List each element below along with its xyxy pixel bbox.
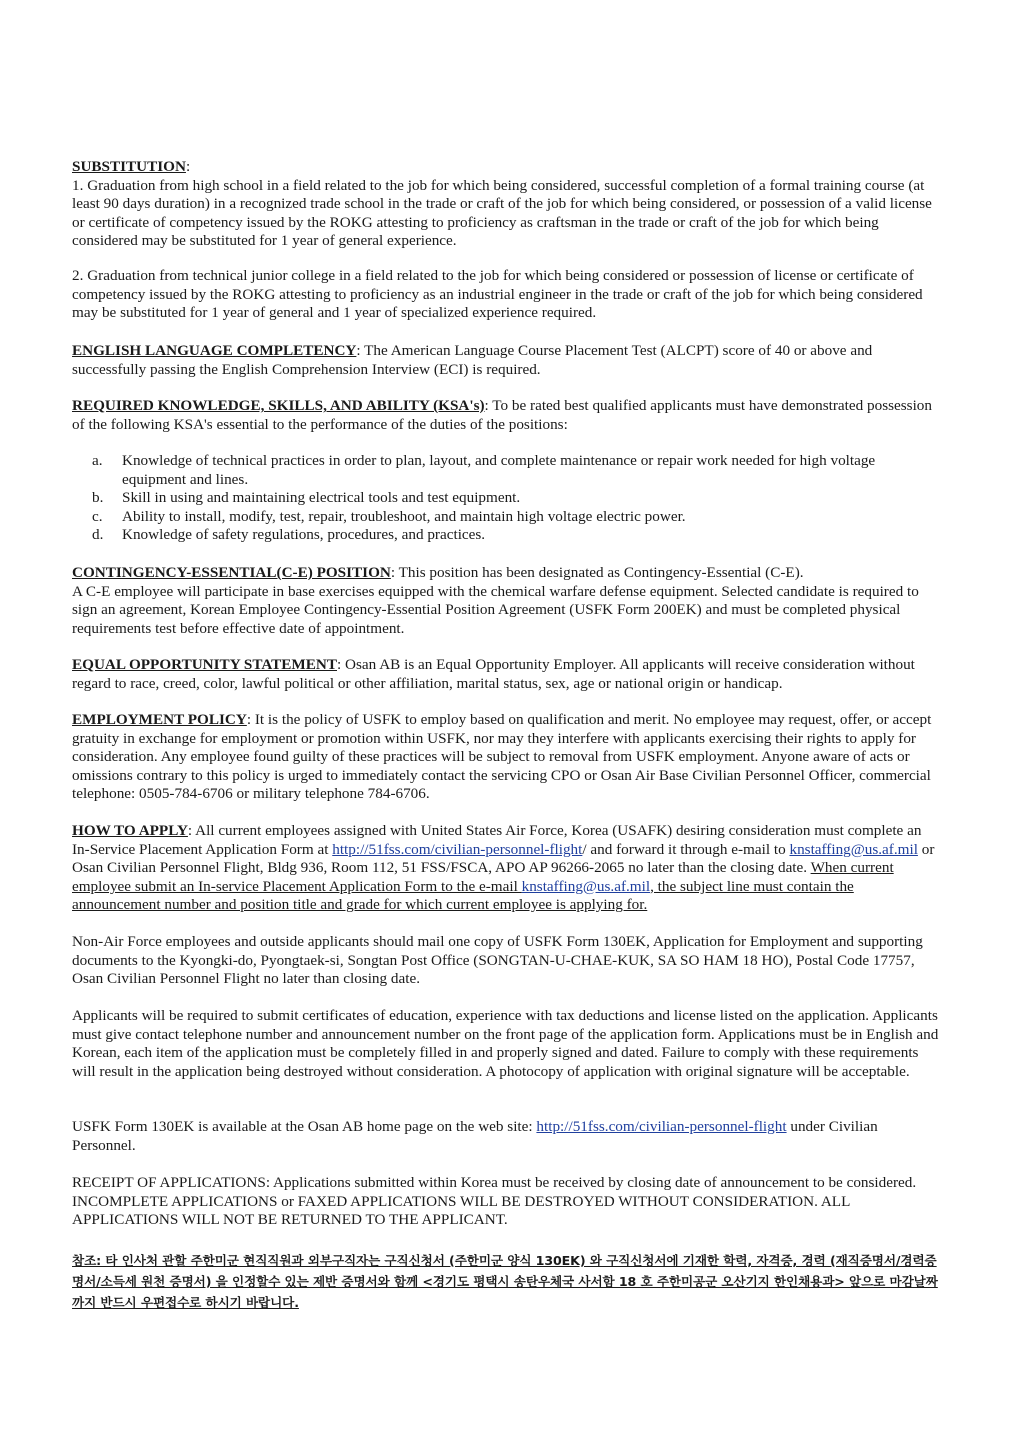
apply-heading: HOW TO APPLY (72, 822, 188, 839)
ksa-item (72, 452, 942, 489)
requirements-section (72, 1007, 942, 1081)
nonaf-section (72, 933, 942, 989)
apply-underlined-text-2: , the subject line must contain the announcement number and position title and grade for which current employee is applying for. (72, 877, 854, 914)
eeo-text: Osan AB is an Equal Opportunity Employer. All applicants will receive consideration without regard to race, creed, color, lawful political or other affiliation, marital status, sex, age or national origin or handicap. (72, 656, 915, 692)
fss-link[interactable]: http://51fss.com/civilian-personnel-flight (332, 840, 583, 858)
substitution-item-2-block (72, 267, 942, 323)
ce-section: CONTINGENCY-ESSENTIAL(C-E) POSITION: This position has been designated as Contingency-Essential (C-E). A C-E employee will participate in base exercises equipped with the chemical warfare defense equipment. Selected candidate is required to sign an agreement, Korean Employee Contingency-Essential Position Agreement (USFK Form 200EK) and must be completed physical requirements test before effective date of appointment. (72, 564, 942, 638)
ksa-item-marker: c. (92, 507, 103, 525)
ksa-item-marker: b. (92, 489, 104, 507)
ksa-list-block (72, 452, 942, 545)
korean-note-section (72, 1250, 942, 1313)
apply-section: HOW TO APPLY: All current employees assigned with United States Air Force, Korea (USAFK) desiring consideration must complete an In-Service Placement Application Form at http://51fss.com/civilian-personnel-flight/ and forward it through e-mail to knstaffing@us.af.mil or Osan Civilian Personnel Flight, Bldg 936, Room 112, 51 FSS/FSCA, APO AP 96266-2065 no later than the closing date. When current employee submit an In-service Placement Application Form to the e-mail knstaffing@us.af.mil, the subject line must contain the announcement number and position title and grade for which current employee is applying for. (72, 822, 935, 914)
ksa-item-text: Ability to install, modify, test, repair, troubleshoot, and maintain high voltage electric power. (122, 507, 686, 525)
staffing-email-link[interactable]: knstaffing@us.af.mil (789, 840, 918, 858)
ksa-list (72, 452, 942, 545)
english-section: ENGLISH LANGUAGE COMPLETENCY: The American Language Course Placement Test (ALCPT) score of 40 or above and successfully passing the English Comprehension Interview (ECI) is required. (72, 342, 873, 378)
ce-text-2: A C-E employee will participate in base exercises equipped with the chemical warfare defense equipment. Selected candidate is required to sign an agreement, Korean Employee Contingency-Essential Position Agreement (USFK Form 200EK) and must be completed physical requirements test before effective date of appointment. (72, 582, 919, 637)
ksa-item-text: Knowledge of safety regulations, procedures, and practices. (122, 526, 486, 544)
staffing-email-link-2[interactable]: knstaffing@us.af.mil (521, 877, 651, 895)
apply-text-1: All current employees assigned with United States Air Force, Korea (USAFK) desiring consideration must complete an In-Service Placement Application Form at (72, 822, 922, 858)
ksa-item-marker: a. (92, 452, 103, 469)
policy-text: It is the policy of USFK to employ based on qualification and merit. No employee may request, offer, or accept gratuity in exchange for employment or promotion within USFK, nor may they interfere with applicants exercising their rights to apply for consideration. Any employee found guilty of these practices will be subject to removal from USFK employment. Anyone aware of acts or omissions contrary to this policy is urged to immediately contact the servicing CPO or Osan Air Base Civilian Personnel Officer, commercial telephone: 0505-784-6706 or military telephone 784-6706. (72, 711, 932, 803)
substitution-section: SUBSTITUTION: 1. Graduation from high school in a field related to the job for which being considered, successful completion of a formal training course (at least 90 days duration) in a recognized trade school in the trade or craft of the job for which being considered, or possession of a valid license or certificate of competency issued by the ROKG attesting to proficiency as craftsman in the trade or craft of the job for which being considered may be substituted for 1 year of general experience. (72, 158, 942, 251)
substitution-item-2: 2. Graduation from technical junior college in a field related to the job for which being considered or possession of license or certificate of competency issued by the ROKG attesting to proficiency as an industrial engineer in the trade or craft of the job for which being considered may be substituted for 1 year of general and 1 year of specialized experience required. (72, 267, 923, 322)
substitution-item-1: 1. Graduation from high school in a field related to the job for which being considered, successful completion of a formal training course (at least 90 days duration) in a recognized trade school in the trade or craft of the job for which being considered, or possession of a valid license or certificate of competency issued by the ROKG attesting to proficiency as craftsman in the trade or craft of the job for which being considered may be substituted for 1 year of general experience. (72, 176, 932, 250)
nonaf-text: Non-Air Force employees and outside applicants should mail one copy of USFK Form 130EK, Application for Employment and supporting documents to the Kyongki-do, Pyongtaek-si, Songtan Post Office (SONGTAN-U-CHAE-KUK, SA SO HAM 18 HO), Postal Code 17757, Osan Civilian Personnel Flight no later than closing date. (72, 933, 923, 988)
policy-section: EMPLOYMENT POLICY: It is the policy of USFK to employ based on qualification and merit. No employee may request, offer, or accept gratuity in exchange for employment or promotion within USFK, nor may they interfere with applicants exercising their rights to apply for consideration. Any employee found guilty of these practices will be subject to removal from USFK employment. Anyone aware of acts or omissions contrary to this policy is urged to immediately contact the servicing CPO or Osan Air Base Civilian Personnel Officer, commercial telephone: 0505-784-6706 or military telephone 784-6706. (72, 711, 932, 803)
ksa-item-text: Knowledge of technical practices in order to plan, layout, and complete maintenance or repair work needed for high voltage equipment and lines. (122, 452, 876, 488)
ksa-item (72, 526, 942, 545)
apply-text-3: or Osan Civilian Personnel Flight, Bldg 936, Room 112, 51 FSS/FSCA, APO AP 96266-2065 no later than the closing date. (72, 840, 935, 877)
substitution-heading: SUBSTITUTION (72, 158, 186, 175)
ksa-intro: To be rated best qualified applicants must have demonstrated possession of the following KSA's essential to the performance of the duties of the positions: (72, 397, 932, 433)
eeo-heading: EQUAL OPPORTUNITY STATEMENT (72, 656, 337, 673)
apply-text-2: / and forward it through e-mail to (582, 840, 790, 858)
ksa-item (72, 489, 942, 508)
ksa-item-text: Skill in using and maintaining electrical tools and test equipment. (122, 489, 521, 507)
english-text: The American Language Course Placement Test (ALCPT) score of 40 or above and successfully passing the English Comprehension Interview (ECI) is required. (72, 342, 873, 378)
english-heading: ENGLISH LANGUAGE COMPLETENCY (72, 342, 357, 359)
receipt-text: RECEIPT OF APPLICATIONS: Applications submitted within Korea must be received by closing date of announcement to be considered. INCOMPLETE APPLICATIONS or FAXED APPLICATIONS WILL BE DESTROYED WITHOUT CONSIDERATION. ALL APPLICATIONS WILL NOT BE RETURNED TO THE APPLICANT. (72, 1174, 917, 1229)
requirements-text: Applicants will be required to submit certificates of education, experience with tax deductions and license listed on the application. Applicants must give contact telephone number and announcement number on the front page of the application form. Applications must be in English and Korean, each item of the application must be completely filled in and properly signed and dated. Failure to comply with these requirements will result in the application being destroyed without consideration. A photocopy of application with original signature will be acceptable. (72, 1007, 939, 1080)
form-link[interactable]: http://51fss.com/civilian-personnel-flight (536, 1118, 787, 1135)
apply-underlined-text-1: When current employee submit an In-service Placement Application Form to the e-mail (72, 859, 894, 895)
form-section (72, 1118, 942, 1155)
ksa-item (72, 508, 942, 527)
ce-text-1: This position has been designated as Contingency-Essential (C-E). (395, 564, 804, 581)
ksa-item-marker: d. (92, 526, 104, 544)
ce-heading: CONTINGENCY-ESSENTIAL(C-E) POSITION (72, 564, 391, 581)
ksa-heading: REQUIRED KNOWLEDGE, SKILLS, AND ABILITY (KSA's) (72, 397, 485, 414)
form-text-1: USFK Form 130EK is available at the Osan AB home page on the web site: (72, 1118, 537, 1135)
receipt-section (72, 1174, 942, 1230)
ksa-section: REQUIRED KNOWLEDGE, SKILLS, AND ABILITY (KSA's): To be rated best qualified applicants must have demonstrated possession of the following KSA's essential to the performance of the duties of the positions: (72, 397, 932, 433)
eeo-section: EQUAL OPPORTUNITY STATEMENT: Osan AB is an Equal Opportunity Employer. All applicants will receive consideration without regard to race, creed, color, lawful political or other affiliation, marital status, sex, age or national origin or handicap. (72, 656, 915, 692)
policy-heading: EMPLOYMENT POLICY (72, 711, 247, 728)
korean-note-text: 참조: 타 인사처 관할 주한미군 현직직원과 외부구직자는 구직신청서 (주한미군 양식 130EK) 와 구직신청서에 기재한 학력, 자격증, 경력 (재직증명서/경력증명서/소득세 원천 증명서) 을 인정할수 있는 제반 증명서와 함께 <경기도 평택시 송탄우체국 사서함 18 호 주한미공군 오산기지 한인채용과> 앞으로 마감날짜까지 반드시 우편접수로 하시기 바랍니다. (72, 1253, 938, 1310)
form-text-2: under Civilian Personnel. (72, 1118, 878, 1154)
